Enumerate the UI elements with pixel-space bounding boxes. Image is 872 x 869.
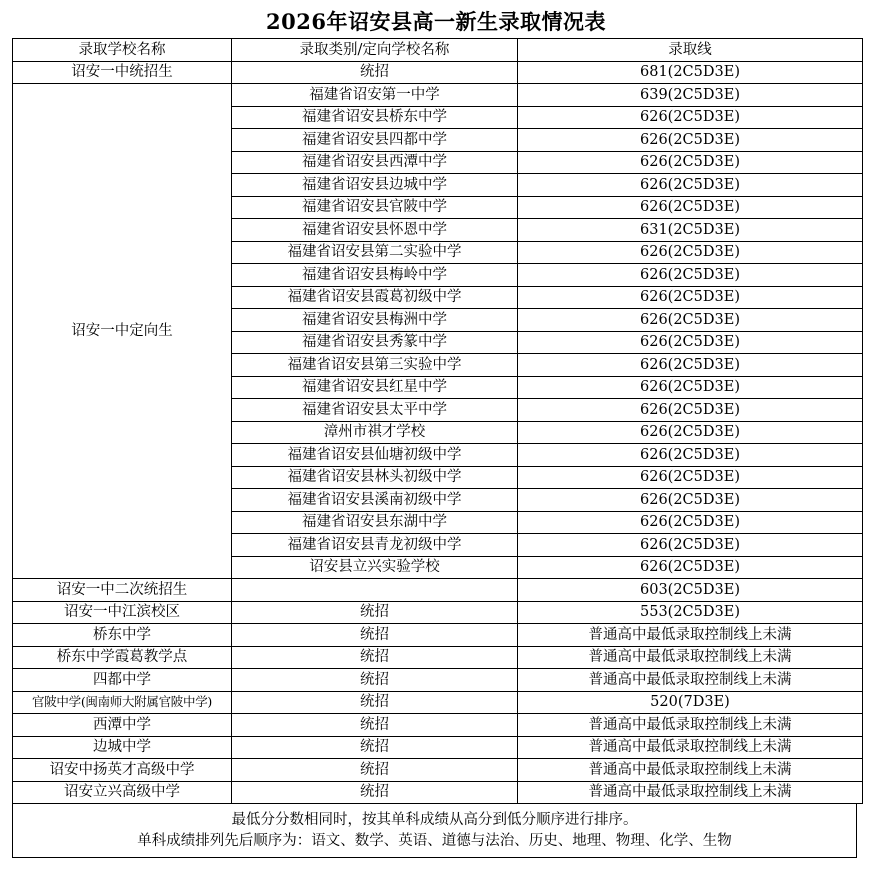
admission-line-cell: 普通高中最低录取控制线上未满	[518, 714, 863, 737]
admission-line-cell: 626(2C5D3E)	[518, 444, 863, 467]
school-name-cell: 诏安一中江滨校区	[13, 601, 232, 624]
category-cell: 福建省诏安县仙塘初级中学	[232, 444, 518, 467]
category-cell: 福建省诏安县霞葛初级中学	[232, 286, 518, 309]
category-cell: 福建省诏安县怀恩中学	[232, 219, 518, 242]
school-name-cell: 桥东中学	[13, 624, 232, 647]
admission-line-cell: 631(2C5D3E)	[518, 219, 863, 242]
admission-table	[12, 38, 863, 804]
school-name-cell: 诏安立兴高级中学	[13, 781, 232, 804]
table-row	[13, 646, 863, 669]
category-cell: 统招	[232, 669, 518, 692]
admission-line-cell: 626(2C5D3E)	[518, 309, 863, 332]
header-category: 录取类别/定向学校名称	[232, 39, 518, 62]
admission-line-cell: 626(2C5D3E)	[518, 489, 863, 512]
admission-line-cell: 626(2C5D3E)	[518, 264, 863, 287]
footer-notes	[12, 804, 857, 858]
table-row	[13, 579, 863, 602]
admission-line-cell: 普通高中最低录取控制线上未满	[518, 759, 863, 782]
admission-line-cell: 626(2C5D3E)	[518, 421, 863, 444]
school-name-cell: 桥东中学霞葛教学点	[13, 646, 232, 669]
admission-line-cell: 603(2C5D3E)	[518, 579, 863, 602]
admission-line-cell: 626(2C5D3E)	[518, 129, 863, 152]
header-line: 录取线	[518, 39, 863, 62]
category-cell: 福建省诏安县桥东中学	[232, 106, 518, 129]
table-row	[13, 714, 863, 737]
category-cell: 统招	[232, 714, 518, 737]
category-cell: 统招	[232, 646, 518, 669]
admission-line-cell: 626(2C5D3E)	[518, 196, 863, 219]
category-cell: 福建省诏安县梅洲中学	[232, 309, 518, 332]
table-row	[13, 601, 863, 624]
admission-line-cell: 普通高中最低录取控制线上未满	[518, 669, 863, 692]
admission-line-cell: 553(2C5D3E)	[518, 601, 863, 624]
category-cell: 福建省诏安县溪南初级中学	[232, 489, 518, 512]
admission-line-cell: 普通高中最低录取控制线上未满	[518, 736, 863, 759]
admission-line-cell: 626(2C5D3E)	[518, 534, 863, 557]
category-cell: 福建省诏安县官陂中学	[232, 196, 518, 219]
category-cell: 福建省诏安县东湖中学	[232, 511, 518, 534]
admission-line-cell: 639(2C5D3E)	[518, 84, 863, 107]
table-row	[13, 736, 863, 759]
category-cell: 福建省诏安县太平中学	[232, 399, 518, 422]
school-name-cell: 诏安一中统招生	[13, 61, 232, 84]
school-name-cell: 西潭中学	[13, 714, 232, 737]
admission-line-cell: 626(2C5D3E)	[518, 376, 863, 399]
table-row	[13, 669, 863, 692]
admission-line-cell: 626(2C5D3E)	[518, 151, 863, 174]
document-title: 2026年诏安县高一新生录取情况表	[266, 9, 606, 34]
category-cell: 福建省诏安第一中学	[232, 84, 518, 107]
header-school: 录取学校名称	[13, 39, 232, 62]
admission-line-cell: 626(2C5D3E)	[518, 174, 863, 197]
category-cell: 福建省诏安县四都中学	[232, 129, 518, 152]
category-cell: 统招	[232, 736, 518, 759]
category-cell: 福建省诏安县红星中学	[232, 376, 518, 399]
category-cell: 福建省诏安县西潭中学	[232, 151, 518, 174]
table-row	[13, 84, 863, 107]
school-name-cell: 边城中学	[13, 736, 232, 759]
admission-line-cell: 普通高中最低录取控制线上未满	[518, 781, 863, 804]
footer-note-2: 单科成绩排列先后顺序为：语文、数学、英语、道德与法治、历史、地理、物理、化学、生物	[137, 833, 732, 849]
admission-line-cell: 626(2C5D3E)	[518, 399, 863, 422]
admission-line-cell: 681(2C5D3E)	[518, 61, 863, 84]
admission-line-cell: 626(2C5D3E)	[518, 556, 863, 579]
category-cell: 统招	[232, 601, 518, 624]
category-cell: 漳州市祺才学校	[232, 421, 518, 444]
admission-line-cell: 626(2C5D3E)	[518, 331, 863, 354]
category-cell: 统招	[232, 691, 518, 714]
admission-line-cell: 626(2C5D3E)	[518, 286, 863, 309]
table-row	[13, 61, 863, 84]
school-name-cell: 官陂中学(闽南师大附属官陂中学)	[13, 691, 232, 714]
admission-line-cell: 626(2C5D3E)	[518, 511, 863, 534]
category-cell: 统招	[232, 781, 518, 804]
category-cell: 福建省诏安县梅岭中学	[232, 264, 518, 287]
category-cell: 统招	[232, 61, 518, 84]
category-cell: 福建省诏安县边城中学	[232, 174, 518, 197]
table-row	[13, 691, 863, 714]
school-name-cell: 诏安中扬英才高级中学	[13, 759, 232, 782]
school-name-cell: 诏安一中二次统招生	[13, 579, 232, 602]
category-cell: 诏安县立兴实验学校	[232, 556, 518, 579]
table-body	[13, 39, 863, 804]
admission-line-cell: 626(2C5D3E)	[518, 466, 863, 489]
category-cell: 福建省诏安县第二实验中学	[232, 241, 518, 264]
admission-line-cell: 626(2C5D3E)	[518, 354, 863, 377]
category-cell: 福建省诏安县青龙初级中学	[232, 534, 518, 557]
admission-line-cell: 626(2C5D3E)	[518, 241, 863, 264]
table-row	[13, 759, 863, 782]
admission-line-cell: 普通高中最低录取控制线上未满	[518, 624, 863, 647]
category-cell: 福建省诏安县秀篆中学	[232, 331, 518, 354]
school-name-cell: 四都中学	[13, 669, 232, 692]
footer-note-1: 最低分分数相同时，按其单科成绩从高分到低分顺序进行排序。	[231, 812, 638, 828]
admission-line-cell: 普通高中最低录取控制线上未满	[518, 646, 863, 669]
table-row	[13, 624, 863, 647]
table-row	[13, 781, 863, 804]
category-cell: 福建省诏安县林头初级中学	[232, 466, 518, 489]
category-cell	[232, 579, 518, 602]
category-cell: 福建省诏安县第三实验中学	[232, 354, 518, 377]
school-name-cell: 诏安一中定向生	[13, 84, 232, 579]
admission-line-cell: 626(2C5D3E)	[518, 106, 863, 129]
admission-line-cell: 520(7D3E)	[518, 691, 863, 714]
category-cell: 统招	[232, 624, 518, 647]
category-cell: 统招	[232, 759, 518, 782]
header-row	[13, 39, 863, 62]
